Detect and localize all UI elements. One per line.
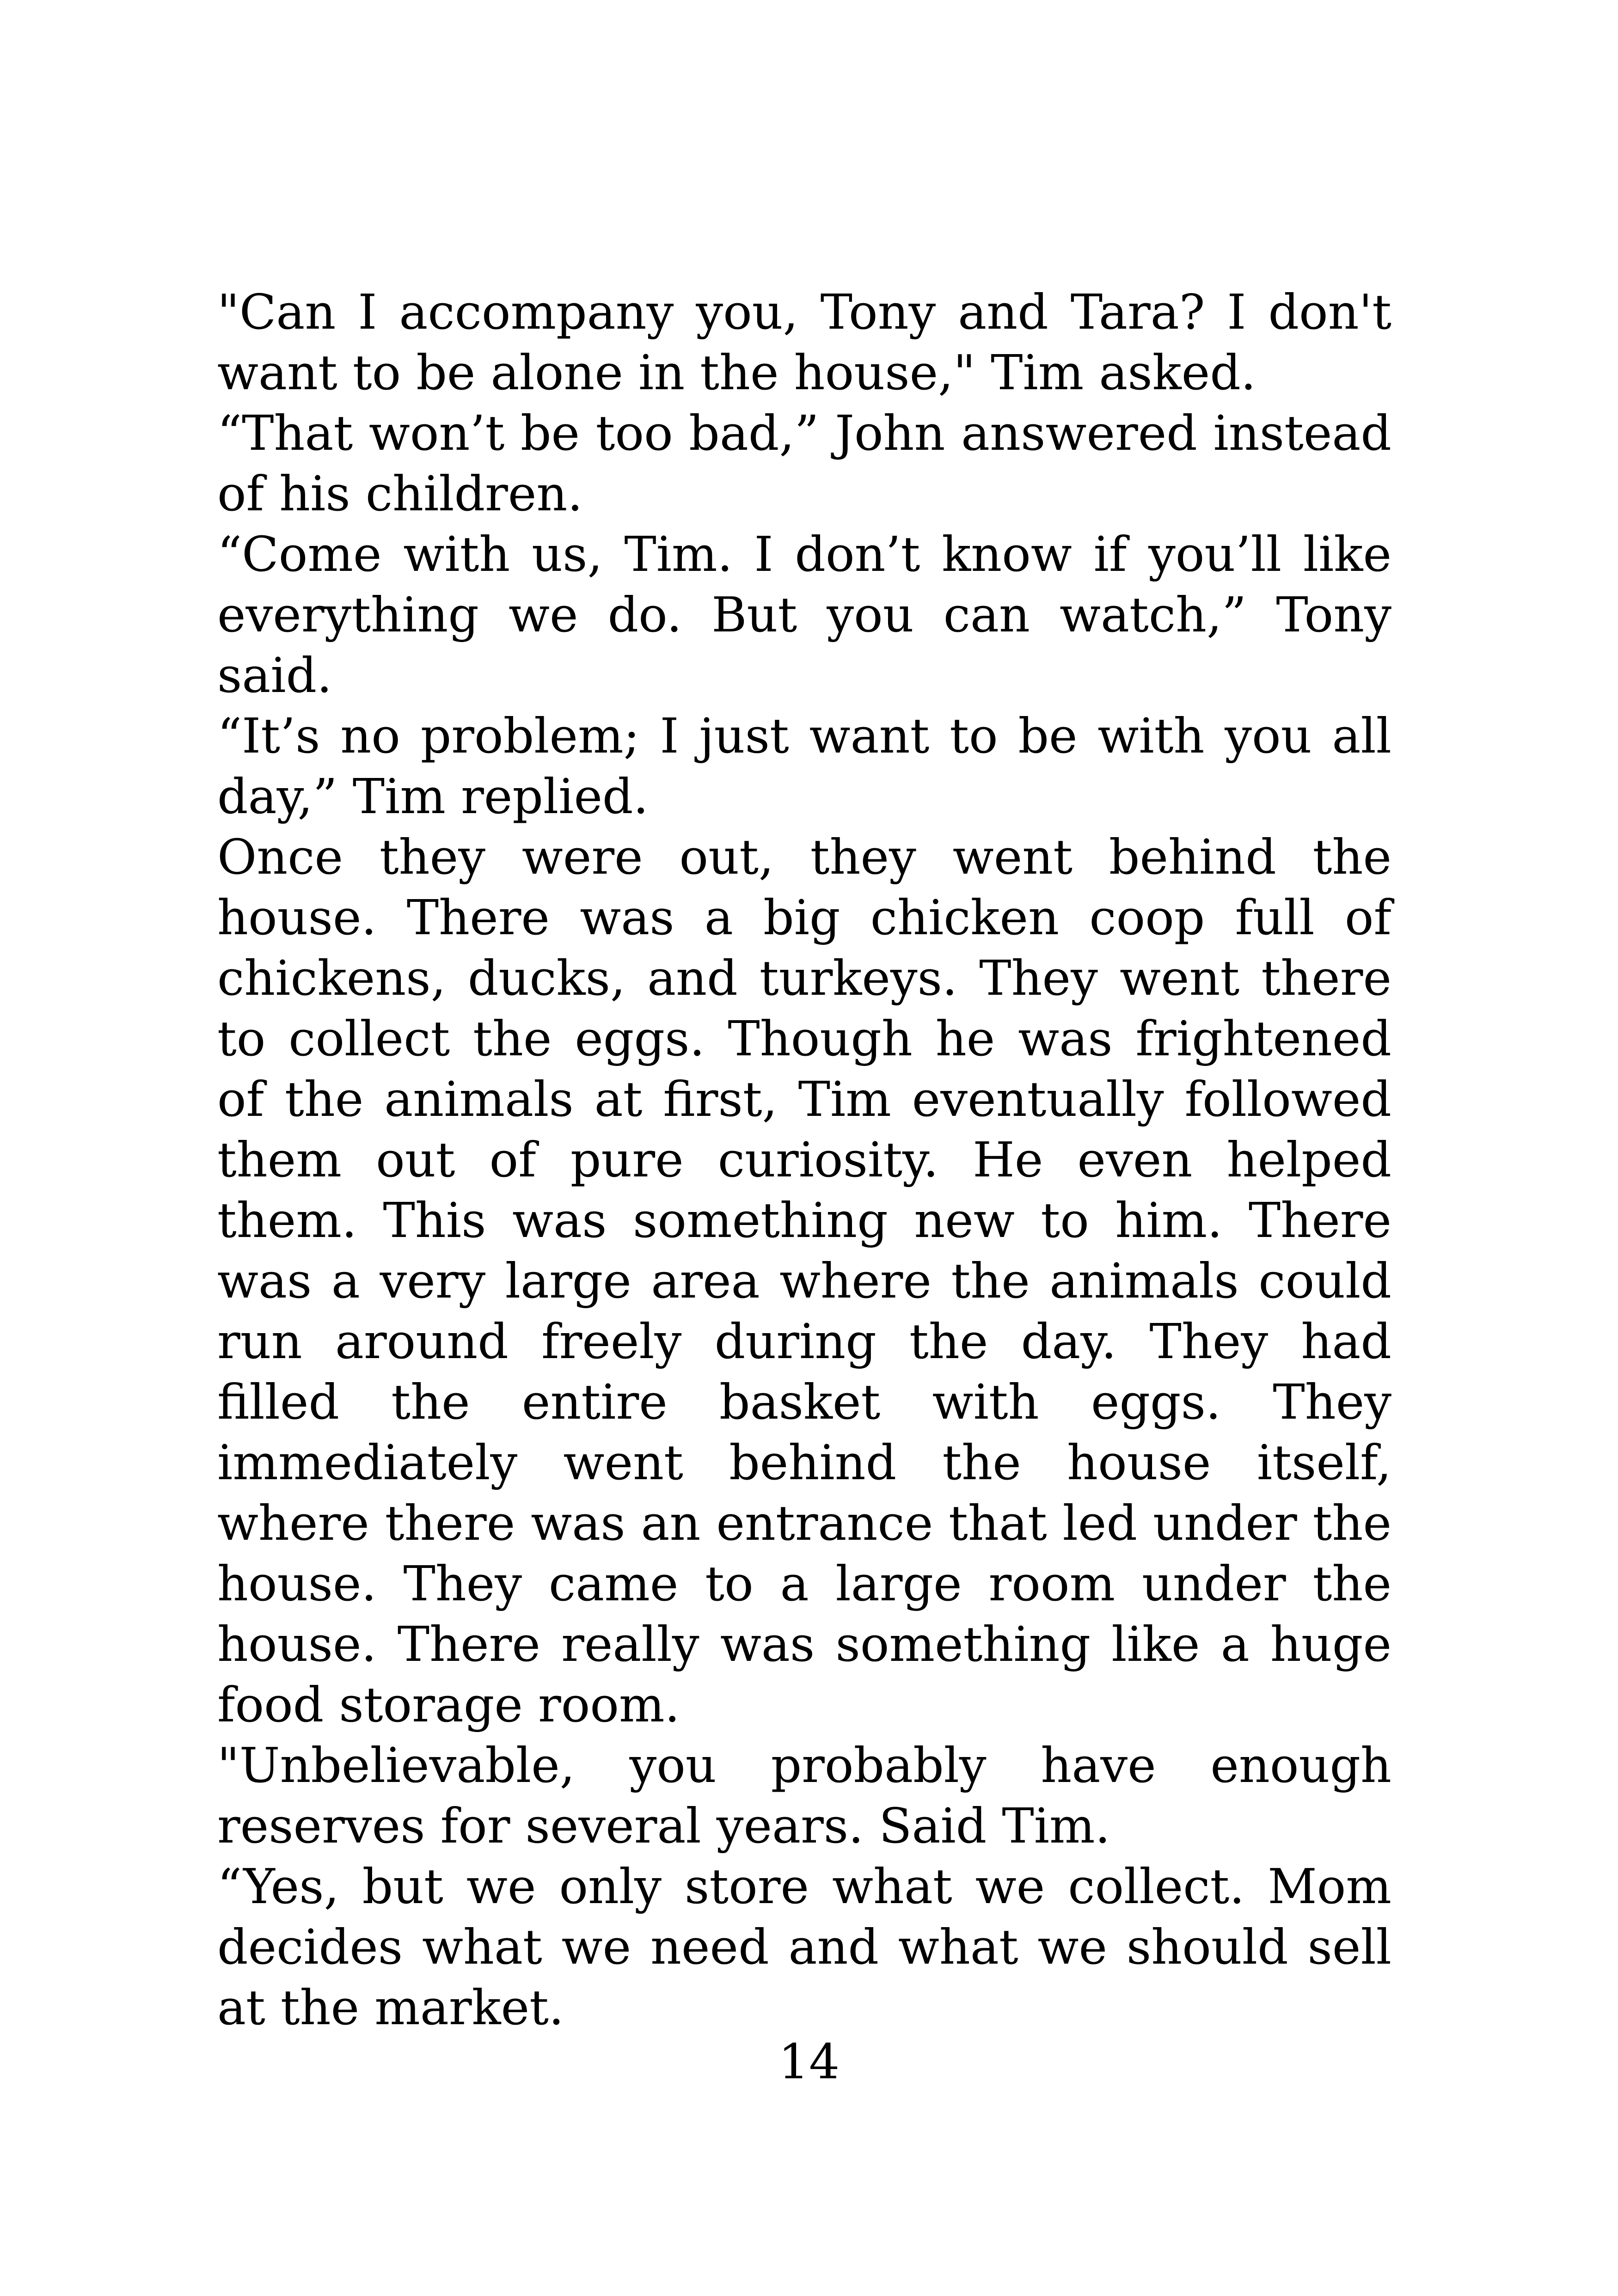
page-number: 14 bbox=[778, 2033, 840, 2090]
body-text bbox=[217, 282, 1391, 2038]
paragraph-4: “It’s no problem; I just want to be with you all day,” Tim replied. bbox=[217, 708, 1391, 825]
paragraph-3: “Come with us, Tim. I don’t know if you’ll like everything we do. But you can watch,” Tony said. bbox=[217, 526, 1391, 704]
paragraph-7: “Yes, but we only store what we collect. Mom decides what we need and what we should sell at the market. bbox=[217, 1858, 1391, 2036]
paragraph-1: "Can I accompany you, Tony and Tara? I don't want to be alone in the house," Tim asked. bbox=[217, 284, 1391, 401]
paragraph-6: "Unbelievable, you probably have enough reserves for several years. Said Tim. bbox=[217, 1737, 1391, 1854]
paragraph-5: Once they were out, they went behind the house. There was a big chicken coop full of chickens, ducks, and turkeys. They went there to collect the eggs. Though he was frightened of the animals at first, Tim eventually followed them out of pure curiosity. He even helped them. This was something new to him. There was a very large area where the animals could run around freely during the day. They had filled the entire basket with eggs. They immediately went behind the house itself, where there was an entrance that led under the house. They came to a large room under the house. There really was something like a huge food storage room. bbox=[217, 829, 1391, 1733]
paragraph-2: “That won’t be too bad,” John answered instead of his children. bbox=[217, 405, 1391, 522]
